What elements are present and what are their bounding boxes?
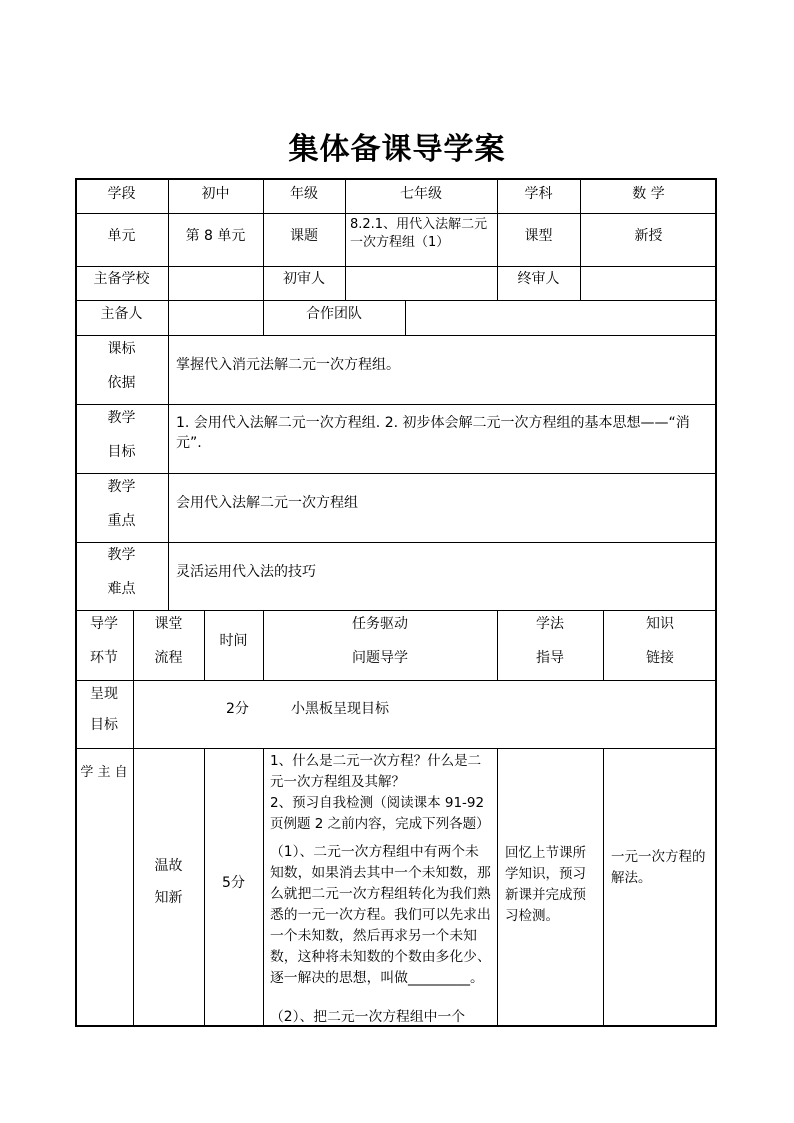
page-title: 集体备课导学案 [288,132,506,167]
type-label: 课型 [524,228,553,244]
study-time: 5分 [222,875,245,891]
flow-header-method-line1: 学法 [536,616,564,632]
present-content: 小黑板呈现目标 [291,701,389,717]
row-divider [75,300,717,301]
unit-label: 单元 [107,228,136,244]
section-content: 1. 会用代入法解二元一次方程组. 2. 初步体会解二元一次方程组的基本思想——“消元”. [176,415,690,451]
section-label-line2: 目标 [107,444,136,460]
col-divider [168,300,169,335]
row-divider [75,680,717,681]
col-divider [603,748,604,1027]
section-label-line2: 重点 [107,513,136,529]
flow-header-stage-line1: 导学 [90,616,118,632]
study-stage-label: 学 主 自 [80,765,128,780]
team-label: 合作团队 [306,306,362,322]
flow-header-method-line2: 指导 [536,650,564,666]
row-divider [75,542,717,543]
row-divider [75,748,717,749]
task-question-2: 2、预习自我检测（阅读课本 91-92 页例题 2 之前内容，完成下列各题） [270,795,490,832]
flow-header-time: 时间 [219,633,248,649]
flow-header-link-line2: 链接 [646,650,674,666]
topic-value: 8.2.1、用代入法解二元一次方程组（1） [350,217,488,250]
flow-header-task-line1: 任务驱动 [352,616,408,632]
row-divider [75,473,717,474]
col-divider [263,748,264,1027]
col-divider [580,266,581,300]
task-paragraph-2: （2）、把二元一次方程组中一个 [270,1009,466,1025]
stage-value: 初中 [201,186,230,202]
grade-value: 七年级 [400,186,442,202]
col-divider [168,266,169,300]
grade-label: 年级 [290,186,318,202]
section-label-line1: 课标 [107,341,136,357]
col-divider [405,300,406,335]
section-label-line1: 教学 [107,479,136,495]
final-review-label: 终审人 [517,271,560,287]
task-paragraph-1: （1）、二元一次方程组中有两个未知数，如果消去其中一个未知数，那么就把二元一次方程组转化为我们熟悉的一元一次方程。我们可以先求出一个未知数，然后再求另一个未知数，这种将未知数的个数由多化少、逐一解决的思想，叫做_________。 [270,844,491,986]
row-divider [75,335,717,336]
flow-header-process-line2: 流程 [154,650,183,666]
flow-header-process-line1: 课堂 [154,616,183,632]
task-question-1: 1、什么是二元一次方程？什么是二元一次方程组及其解？ [270,753,482,790]
present-label-line1: 呈现 [90,686,118,702]
section-content: 会用代入法解二元一次方程组 [176,495,358,511]
subject-label: 学科 [524,186,553,202]
row-divider [75,610,717,611]
col-divider [345,266,346,300]
unit-value: 第 8 单元 [185,228,246,244]
row-divider [75,404,717,405]
subject-value: 数 学 [632,186,665,202]
study-link: 一元一次方程的解法。 [611,849,706,886]
row-divider [75,213,717,214]
stage-label: 学段 [107,186,136,202]
flow-header-stage-line2: 环节 [90,650,118,666]
topic-label: 课题 [290,228,318,244]
section-label-line2: 依据 [107,375,136,391]
row-divider [75,266,717,267]
study-flow-line2: 知新 [154,890,183,906]
study-method: 回忆上节课所学知识，预习新课并完成预习检测。 [505,845,586,924]
study-flow-line1: 温故 [154,858,183,874]
first-review-label: 初审人 [283,271,325,287]
col-divider [497,748,498,1027]
section-label-line1: 教学 [107,410,136,426]
section-content: 掌握代入消元法解二元一次方程组。 [176,357,400,373]
present-label-line2: 目标 [90,717,118,733]
flow-header-task-line2: 问题导学 [352,650,408,666]
section-label-line2: 难点 [107,581,136,597]
type-value: 新授 [634,228,663,244]
section-label-line1: 教学 [107,547,136,563]
col-divider [168,335,169,610]
col-divider [133,680,134,748]
school-label: 主备学校 [93,271,150,287]
flow-header-link-line1: 知识 [646,616,674,632]
present-time: 2分 [226,701,249,717]
preparer-label: 主备人 [100,306,143,322]
section-content: 灵活运用代入法的技巧 [176,564,316,580]
